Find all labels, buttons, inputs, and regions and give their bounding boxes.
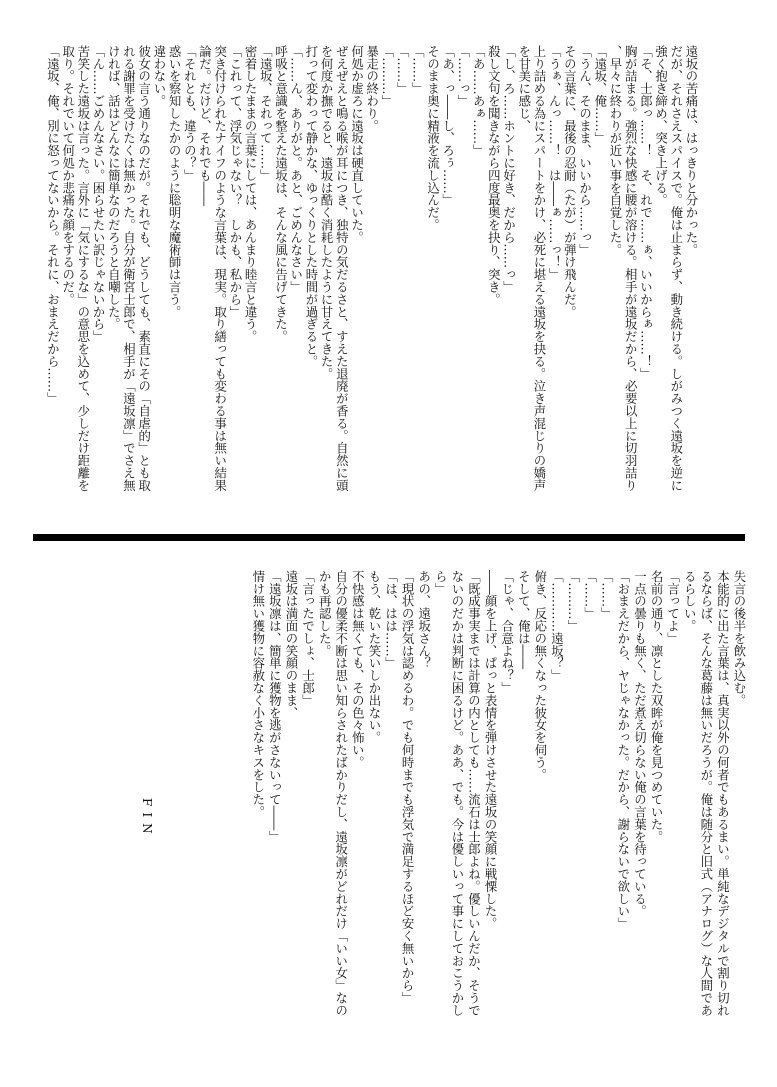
text-line: 「遠坂、俺……」 bbox=[592, 45, 608, 145]
top-text-block bbox=[45, 45, 699, 515]
text-line: 「……っ」 bbox=[455, 45, 471, 107]
text-line: かも再認した。 bbox=[317, 570, 333, 657]
text-line: 彼女の言う通りなのだが。それでも、どうしても、素直にその「自虐的」とも取 bbox=[136, 45, 152, 492]
section-divider bbox=[33, 534, 745, 541]
text-line: 「……」 bbox=[582, 570, 598, 620]
text-line: ら」 bbox=[433, 570, 449, 595]
text-line: ければ、話はどんなに簡単なのだろうと自嘲した。 bbox=[106, 45, 122, 331]
text-line: あの、遠坂さん？ bbox=[416, 570, 432, 670]
text-line: もう、乾いた笑いしか出ない。 bbox=[366, 570, 382, 744]
text-line: 暴走の終わり。 bbox=[364, 45, 380, 132]
text-line: 打って変わって静かな、ゆっくりとした時間が過ぎると。 bbox=[303, 45, 319, 368]
text-line: 「………」 bbox=[566, 570, 582, 632]
text-line: れる謝罪を受けたくは無かった。自分が衛宮士郎で、相手が「遠坂凛」でさえ無 bbox=[121, 45, 137, 492]
text-line: 「……」 bbox=[410, 45, 426, 95]
text-line: 「うぁ、んっ……！ は――ぁ……っ！」 bbox=[547, 45, 563, 281]
text-line: 「言ったでしょ、士郎」 bbox=[300, 570, 316, 707]
text-line: 「あ、っ――し、ろぅ……」 bbox=[440, 45, 456, 207]
text-line: 俯き、反応の無くなった彼女を伺う。 bbox=[532, 570, 548, 781]
text-line: その言葉に、最後の忍耐（たが）が弾け飛んだ。 bbox=[562, 45, 578, 318]
text-line: 「言ってよ」 bbox=[665, 570, 681, 645]
text-line: 密着したままの言葉にしては、あんまり睦言と違う。 bbox=[243, 45, 259, 343]
text-line: 違わない。 bbox=[151, 45, 167, 107]
text-line: ぜえぜえと鳴る喉が耳につき、独特の気だるさと、すえた退廃が香る。自然に頭 bbox=[334, 45, 350, 492]
text-line: を何度か撫でると、遠坂は酷く消耗したように甘えてきた。 bbox=[319, 45, 335, 380]
text-line: 胸が詰まる。強烈な快感に腰が溶ける。相手が遠坂だから、必要以上に切羽詰り bbox=[623, 45, 639, 492]
text-line: そのまま奥に精液を流し込んだ。 bbox=[425, 45, 441, 231]
text-line: 「あ……あぁ……」 bbox=[471, 45, 487, 157]
text-line: 「……」 bbox=[395, 45, 411, 95]
text-line: 「これって、浮気じゃない？ しかも、私から」 bbox=[227, 45, 243, 318]
text-line: 論だ。だけど、それでも―― bbox=[197, 45, 213, 207]
text-line: だが、それさえスパイスで。俺は止まらず、動き続ける。しがみつく遠坂を逆に bbox=[668, 45, 684, 492]
text-line: ――顔を上げ、ぱっと表情を弾けさせた遠坂の笑顔に戦慄した。 bbox=[483, 570, 499, 930]
text-line: 突き付けられたナイフのような言葉は、現実。取り繕っても変わる事は無い結果 bbox=[212, 45, 228, 492]
text-line: ないのだかは判断に困るけど。ああ、でも。今は優しいって事にしておこうかし bbox=[449, 570, 465, 1017]
text-line: 「…………遠坂？」 bbox=[549, 570, 565, 682]
text-line: 「……ん、ありがと。あと、ごめんなさい」 bbox=[288, 45, 304, 293]
text-line: 「それとも、違うの？」 bbox=[182, 45, 198, 182]
text-line: 情け無い獲物に容赦なく小さなキスをした。 bbox=[250, 570, 266, 818]
text-line: るならば、そんな葛藤は無いだろうが。俺は随分と旧式（アナログ）な人間であ bbox=[698, 570, 714, 1017]
text-line: を甘美に感じ、 bbox=[516, 45, 532, 132]
text-line: 呼吸と意識を整えた遠坂は、そんな風に告げてきた。 bbox=[273, 45, 289, 343]
text-line: 不快感は無くても、その色々怖い。 bbox=[350, 570, 366, 769]
text-line: 「遠坂、俺、別に怒ってないから。それに、おまえだから……」 bbox=[45, 45, 61, 405]
text-line: 「し、ろ……ホントに好き、だから……っ」 bbox=[501, 45, 517, 293]
text-line: 名前の通り、凛とした双眸が俺を見つめていた。 bbox=[649, 570, 665, 843]
text-line: 惑いを察知したかのように聡明な魔術師は言う。 bbox=[167, 45, 183, 318]
text-line: 一点の曇りも無く、ただ煮え切らない俺の言葉を待っている。 bbox=[632, 570, 648, 918]
text-line: 「遠坂凛は、簡単に獲物を逃がさないって――」 bbox=[267, 570, 283, 843]
text-line: 「遠坂、それって……」 bbox=[258, 45, 274, 182]
text-line: 「既成事実までは計算の内としても……流石は士郎よね。優しいんだか、そうで bbox=[466, 570, 482, 1017]
text-line: 「うん、そのまま、いいから……っ」 bbox=[577, 45, 593, 256]
text-line: 自分の優柔不断は思い知らされたばかりだし、遠坂凛がどれだけ「いい女」なの bbox=[333, 570, 349, 1017]
text-line: るらしい。 bbox=[682, 570, 698, 632]
text-line: 失言の後半を飲み込む。 bbox=[732, 570, 747, 707]
text-line: 遠坂は満面の笑顔のまま、 bbox=[283, 570, 299, 719]
text-line: 「は、はは……」 bbox=[383, 570, 399, 670]
text-line: 「ん……ごめんなさい。困らせたい訳じゃないから」 bbox=[91, 45, 107, 343]
text-line: 上り詰める為にスパートをかけ、必死に堪える遠坂を抉る。泣き声混じりの嬌声 bbox=[531, 45, 547, 492]
text-line: 「おまえだから、ヤじゃなかった。だから、謝らないで欲しい」 bbox=[615, 570, 631, 930]
text-line: 「そ、士郎っ……！ そ、れで……ぁ、いいからぁ……！」 bbox=[638, 45, 654, 380]
text-line: 「じゃ、合意よね？」 bbox=[499, 570, 515, 694]
text-line: 「現状の浮気は認めるわ。でも何時までも浮気で満足するほど安く無いから」 bbox=[400, 570, 416, 1004]
text-line: そして、俺は―― bbox=[516, 570, 532, 670]
text-line: 本能的に出た言葉は、真実以外の何者でもあるまい。単純なデジタルで割り切れ bbox=[715, 570, 731, 1017]
text-line: 何処か虚ろに遠坂は硬直していた。 bbox=[349, 45, 365, 244]
fin-mark: FIN bbox=[140, 798, 154, 840]
text-line: 殺し文句を聞きながら四度最奥を抉り、突き。 bbox=[486, 45, 502, 306]
text-line: 「……」 bbox=[599, 570, 615, 620]
text-line: 遠坂の苦痛は、はっきりと分かった。 bbox=[684, 45, 699, 256]
text-line: 「………」 bbox=[379, 45, 395, 107]
text-line: 強く抱き締め、突き上げる。 bbox=[653, 45, 669, 207]
text-line: 取り。それでいて何処か悲痛な顔をするのだ。 bbox=[60, 45, 76, 306]
bottom-text-block bbox=[249, 570, 747, 1040]
text-line: 、早々に終わりが近い事を自覚した。 bbox=[607, 45, 623, 256]
text-line: 苦笑した遠坂は言った。言外に「気にするな」の意思を込めて、少しだけ距離を bbox=[75, 45, 91, 492]
